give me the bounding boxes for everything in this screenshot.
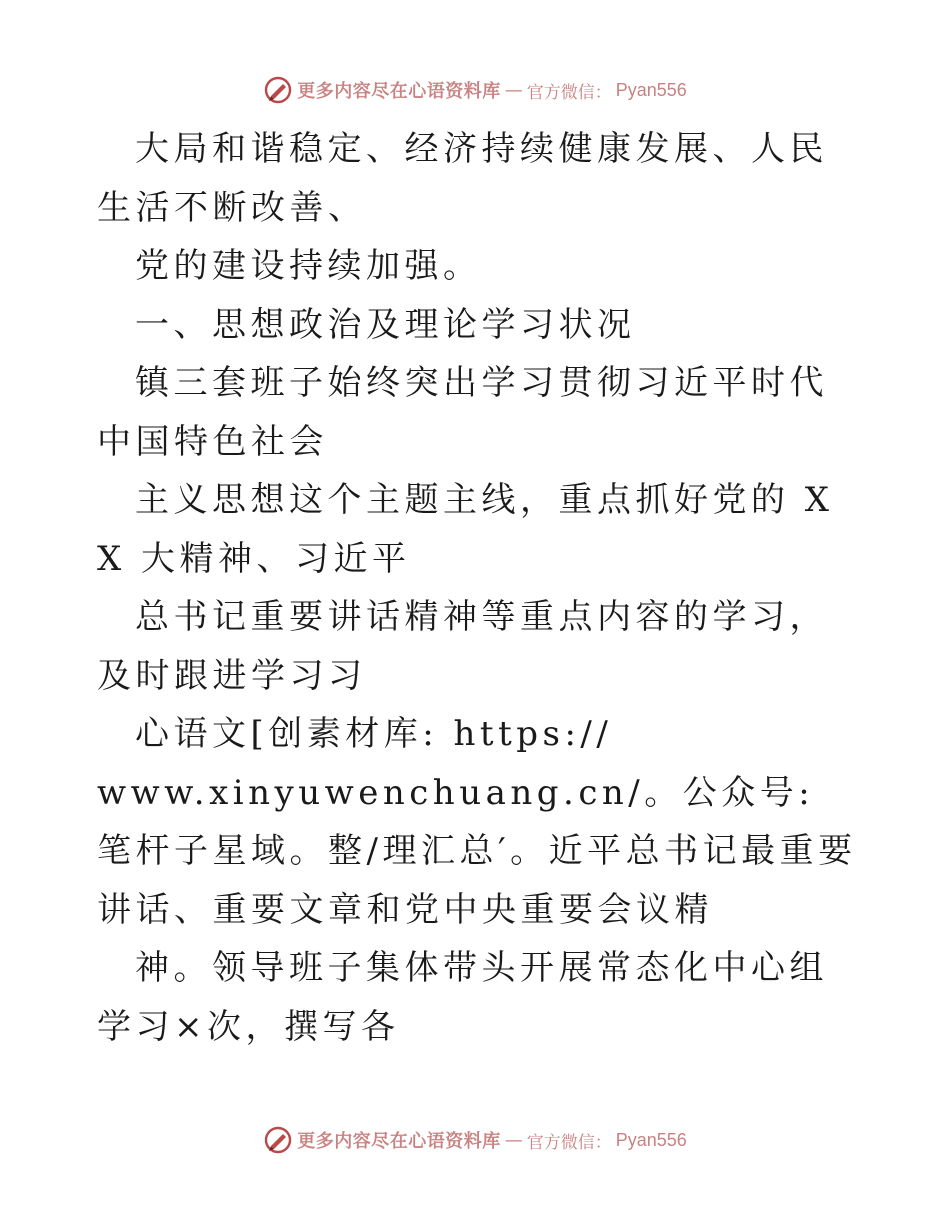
header-watermark (0, 70, 950, 110)
watermark-wechat-label: 官方微信： (526, 82, 612, 103)
watermark-brand-text: 更多内容尽在心语资料库 (297, 1131, 501, 1152)
watermark-brand-text: 更多内容尽在心语资料库 (297, 81, 501, 102)
paragraph: www.xinyuwenchuang.cn/。公众号: 笔杆子星域。整/理汇总′。近平总书记最重要讲话、重要文章和党中央重要会议精 (97, 772, 857, 930)
paragraph: 神。领导班子集体带头开展常态化中心组学习×次，撰写各 (97, 948, 828, 1047)
pen-logo-icon (263, 1125, 293, 1155)
watermark-dash: — (504, 79, 523, 101)
paragraph: 总书记重要讲话精神等重点内容的学习，及时跟进学习习 (97, 597, 828, 696)
footer-watermark (0, 1120, 950, 1160)
watermark-wechat-id: Pyan556 (615, 1129, 687, 1150)
watermark-wechat-id: Pyan556 (615, 79, 687, 100)
watermark-wechat-label: 官方微信： (526, 1132, 612, 1153)
paragraph: 大局和谐稳定、经济持续健康发展、人民生活不断改善、 (97, 129, 828, 228)
pen-logo-icon (263, 75, 293, 105)
paragraph: 党的建设持续加强。 (135, 246, 482, 286)
paragraph: 心语文[创素材库: https:// (135, 714, 613, 754)
document-body (97, 120, 857, 1056)
paragraph: 镇三套班子始终突出学习贯彻习近平时代中国特色社会 (97, 363, 828, 462)
section-heading: 一、思想政治及理论学习状况 (135, 304, 636, 345)
watermark-dash: — (504, 1129, 523, 1151)
paragraph: 主义思想这个主题主线，重点抓好党的 XX 大精神、习近平 (97, 480, 834, 579)
